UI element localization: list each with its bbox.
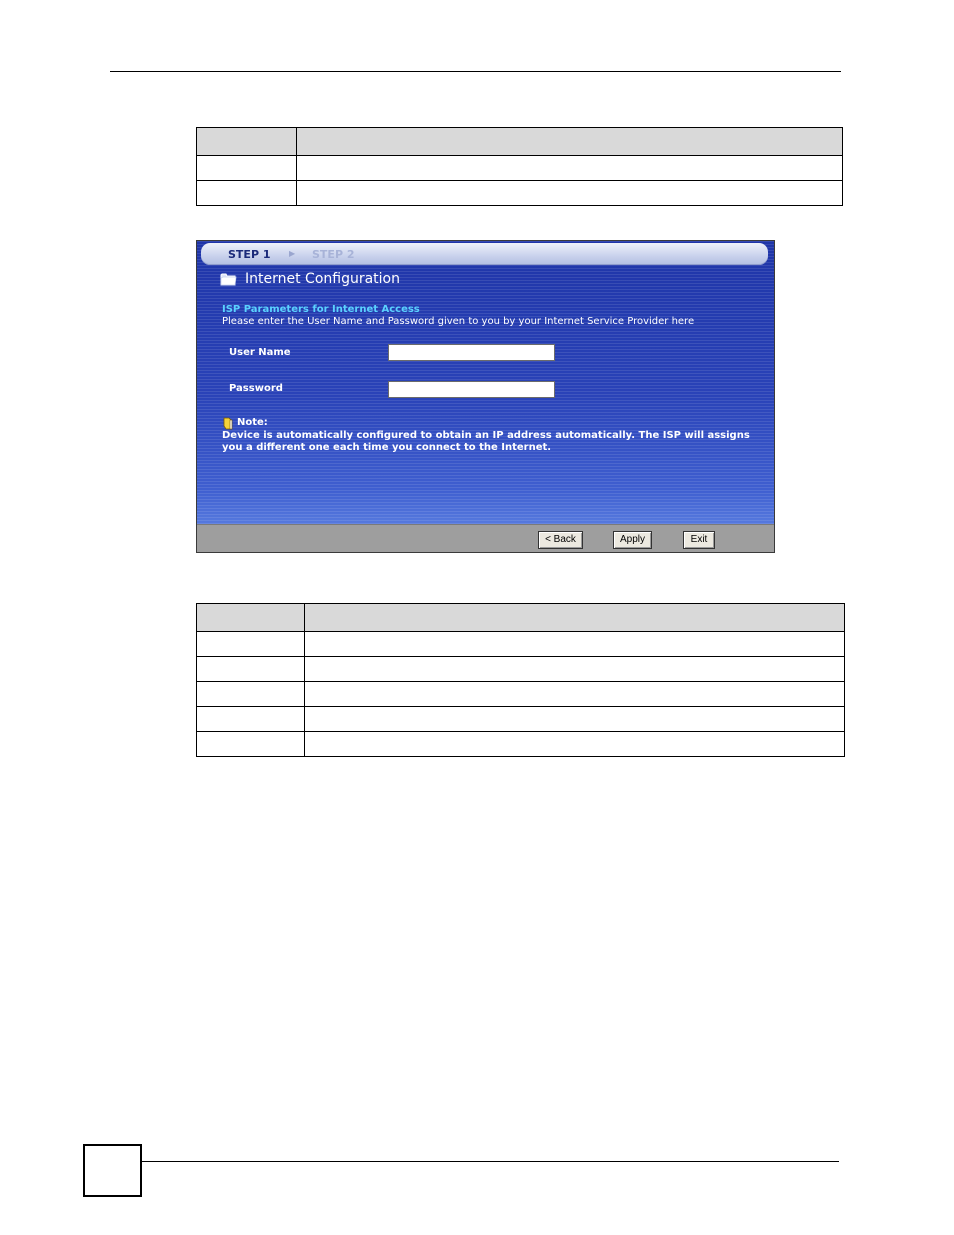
table-cell: [197, 181, 297, 206]
table-cell: [305, 707, 845, 732]
step-bar: [201, 243, 768, 265]
table-cell: [197, 682, 305, 707]
table-row: [197, 181, 843, 206]
table-cell: [197, 156, 297, 181]
header-rule: [110, 71, 841, 72]
table-cell: [197, 632, 305, 657]
bottom-table: [196, 603, 845, 757]
table-row: [197, 682, 845, 707]
password-label: Password: [229, 383, 283, 394]
table-cell: [305, 657, 845, 682]
table-cell: [305, 732, 845, 757]
table-cell: [197, 657, 305, 682]
step-arrow-icon: ▶: [289, 249, 296, 258]
note-label: Note:: [237, 417, 268, 428]
button-bar: [197, 524, 774, 553]
footer-rule: [140, 1161, 839, 1162]
table-header-cell: [197, 604, 305, 632]
note-text: Device is automatically configured to obtain an IP address automatically. The ISP will assigns you a different one each time you connect to the Internet.: [222, 430, 750, 453]
exit-button[interactable]: Exit: [683, 531, 715, 549]
table-cell: [197, 732, 305, 757]
user-name-input[interactable]: [388, 344, 555, 361]
table-cell: [297, 181, 843, 206]
table-header-row: [197, 128, 843, 156]
note-hand-icon: [222, 417, 234, 430]
folder-icon: [220, 272, 237, 286]
section-heading: ISP Parameters for Internet Access: [222, 304, 420, 315]
password-input[interactable]: [388, 381, 555, 398]
table-row: [197, 707, 845, 732]
internet-config-wizard-screenshot: [196, 240, 775, 553]
table-header-cell: [305, 604, 845, 632]
table-row: [197, 156, 843, 181]
table-header-cell: [197, 128, 297, 156]
table-cell: [297, 156, 843, 181]
table-cell: [305, 682, 845, 707]
wizard-title: Internet Configuration: [245, 271, 400, 287]
top-table: [196, 127, 843, 206]
table-header-cell: [297, 128, 843, 156]
step-2-label: STEP 2: [312, 248, 355, 261]
table-cell: [305, 632, 845, 657]
apply-button[interactable]: Apply: [613, 531, 652, 549]
step-1-label: STEP 1: [228, 248, 271, 261]
table-header-row: [197, 604, 845, 632]
user-name-label: User Name: [229, 347, 291, 358]
table-row: [197, 732, 845, 757]
table-row: [197, 632, 845, 657]
back-button[interactable]: < Back: [538, 531, 583, 549]
table-row: [197, 657, 845, 682]
table-cell: [197, 707, 305, 732]
page-number-box: [83, 1144, 142, 1197]
section-description: Please enter the User Name and Password given to you by your Internet Service Provider here: [222, 316, 695, 327]
